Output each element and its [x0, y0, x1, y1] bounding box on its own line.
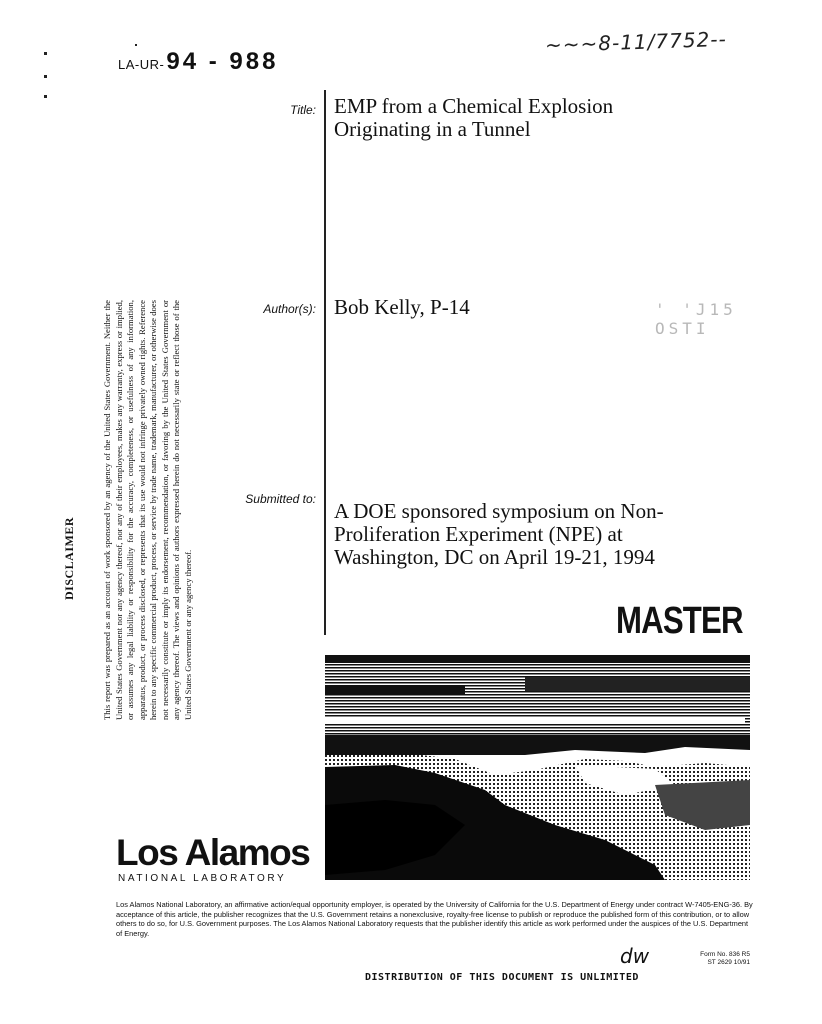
- title-label: Title:: [290, 103, 316, 117]
- form-number-line-2: ST 2629 10/91: [707, 959, 750, 966]
- report-prefix: LA-UR-: [118, 57, 165, 72]
- submitted-line-3: Washington, DC on April 19-21, 1994: [334, 545, 655, 569]
- lab-logo-subtitle: NATIONAL LABORATORY: [118, 873, 287, 884]
- author-label: Author(s):: [263, 302, 316, 316]
- legal-fineprint: Los Alamos National Laboratory, an affirmative action/equal opportunity employer, is operated by the University of California for the U.S. Department of Energy under contract W-7405-ENG-36. By acceptance of this article, the publisher recognizes that the U.S. Government retains a nonexclusive, royalty-free license to publish or reproduce the published form of this contribution, or to allow others to do so, for U.S. Government purposes. The Los Alamos National Laboratory requests that the publisher identify this article as work performed under the auspices of the U.S. Department of Energy.: [116, 900, 753, 938]
- master-stamp: MASTER: [616, 600, 743, 642]
- submitted-line-2: Proliferation Experiment (NPE) at: [334, 522, 623, 546]
- disclaimer-body: This report was prepared as an account of work sponsored by an agency of the United States Government. Neither the United States Government nor any agency thereof, nor any of their employees, makes any warranty, express or implied, or assumes any legal liability or responsibility for the accuracy, completeness, or usefulness of any information, apparatus, product, or process disclosed, or represents that its use would not infringe privately owned rights. Reference herein to any specific commercial product, process, or service by trade name, trademark, manufacturer, or otherwise does not necessarily constitute or imply its endorsement, recommendation, or favoring by the United States Government or any agency thereof. The views and opinions of authors expressed herein do not necessarily state or reflect those of the United States Government or any agency thereof.: [102, 300, 193, 720]
- submitted-line-1: A DOE sponsored symposium on Non-: [334, 499, 664, 523]
- form-number: [680, 951, 750, 967]
- cover-photo: [325, 655, 750, 880]
- author-value: Bob Kelly, P-14: [334, 295, 470, 319]
- report-number: [118, 48, 278, 76]
- signature: dw: [620, 944, 650, 968]
- title-line-1: EMP from a Chemical Explosion: [334, 94, 614, 118]
- disclaimer-block: [62, 300, 217, 720]
- title-line-2: Originating in a Tunnel: [334, 117, 531, 141]
- lab-logo: Los Alamos: [116, 832, 310, 873]
- handwritten-note: ~~~8-11/7752--: [544, 26, 728, 58]
- faint-stamp: [655, 300, 737, 338]
- document-title: [334, 95, 613, 141]
- vertical-rule: [324, 90, 326, 635]
- report-number-value: 94 - 988: [166, 48, 279, 75]
- form-number-line-1: Form No. 836 R5: [700, 951, 750, 958]
- disclaimer-title: DISCLAIMER: [62, 516, 76, 600]
- distribution-stamp: DISTRIBUTION OF THIS DOCUMENT IS UNLIMITED: [365, 972, 639, 983]
- faint-stamp-line-1: ' 'J15: [655, 300, 737, 319]
- submitted-label: Submitted to:: [245, 492, 316, 506]
- faint-stamp-line-2: OSTI: [655, 319, 710, 338]
- submitted-value: [334, 500, 664, 569]
